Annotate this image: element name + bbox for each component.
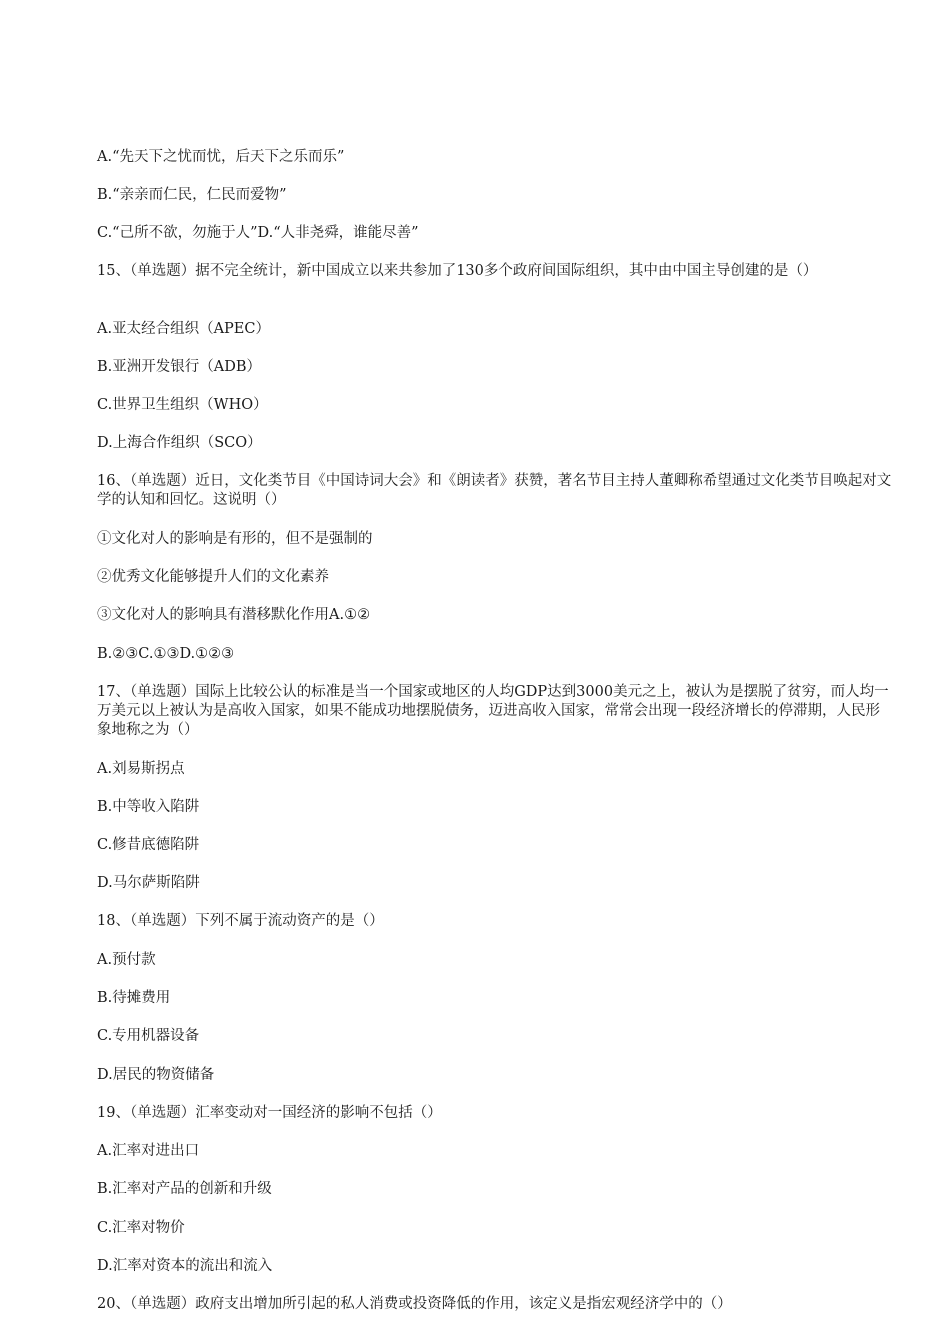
question-15: 15、（单选题）据不完全统计，新中国成立以来共参加了130多个政府间国际组织，其中由中国主导创建的是（）	[97, 263, 818, 279]
option-c-d: C.“己所不欲，勿施于人”D.“人非尧舜，谁能尽善”	[97, 225, 419, 241]
statement-2: ②优秀文化能够提升人们的文化素养	[97, 569, 329, 585]
option-a: A.汇率对进出口	[97, 1143, 200, 1159]
option-a: A.预付款	[97, 952, 156, 968]
option-c: C.汇率对物价	[97, 1220, 185, 1236]
question-16: 16、（单选题）近日，文化类节目《中国诗词大会》和《朗读者》获赞，著名节目主持人董卿称希望通过文化类节目唤起对文学的认知和回忆。这说明（）	[97, 473, 892, 508]
option-b: B.亚洲开发银行（ADB）	[97, 359, 262, 375]
option-c: C.专用机器设备	[97, 1028, 200, 1044]
option-b-c-d: B.②③C.①③D.①②③	[97, 646, 235, 662]
option-b: B.汇率对产品的创新和升级	[97, 1181, 272, 1197]
question-19: 19、（单选题）汇率变动对一国经济的影响不包括（）	[97, 1105, 442, 1121]
option-d: D.马尔萨斯陷阱	[97, 875, 200, 891]
statement-1: ①文化对人的影响是有形的，但不是强制的	[97, 531, 373, 547]
option-b: B.待摊费用	[97, 990, 171, 1006]
option-b: B.“亲亲而仁民，仁民而爱物”	[97, 187, 287, 203]
question-17: 17、（单选题）国际上比较公认的标准是当一个国家或地区的人均GDP达到3000美元之上，被认为是摆脱了贫穷，而人均一万美元以上被认为是高收入国家，如果不能成功地摆脱债务，迈进高收入国家，常常会出现一段经济增长的停滞期，人民形象地称之为（）	[97, 684, 889, 738]
statement-3: ③文化对人的影响具有潜移默化作用A.①②	[97, 607, 371, 623]
option-a: A.“先天下之忧而忧，后天下之乐而乐”	[97, 149, 345, 165]
option-a: A.刘易斯拐点	[97, 761, 185, 777]
question-20: 20、（单选题）政府支出增加所引起的私人消费或投资降低的作用，该定义是指宏观经济学中的（）	[97, 1296, 732, 1312]
option-d: D.居民的物资储备	[97, 1067, 215, 1083]
option-c: C.世界卫生组织（WHO）	[97, 397, 268, 413]
option-d: D.上海合作组织（SCO）	[97, 435, 262, 451]
option-d: D.汇率对资本的流出和流入	[97, 1258, 273, 1274]
option-b: B.中等收入陷阱	[97, 799, 200, 815]
question-18: 18、（单选题）下列不属于流动资产的是（）	[97, 913, 384, 929]
option-c: C.修昔底德陷阱	[97, 837, 200, 853]
option-a: A.亚太经合组织（APEC）	[97, 321, 270, 337]
